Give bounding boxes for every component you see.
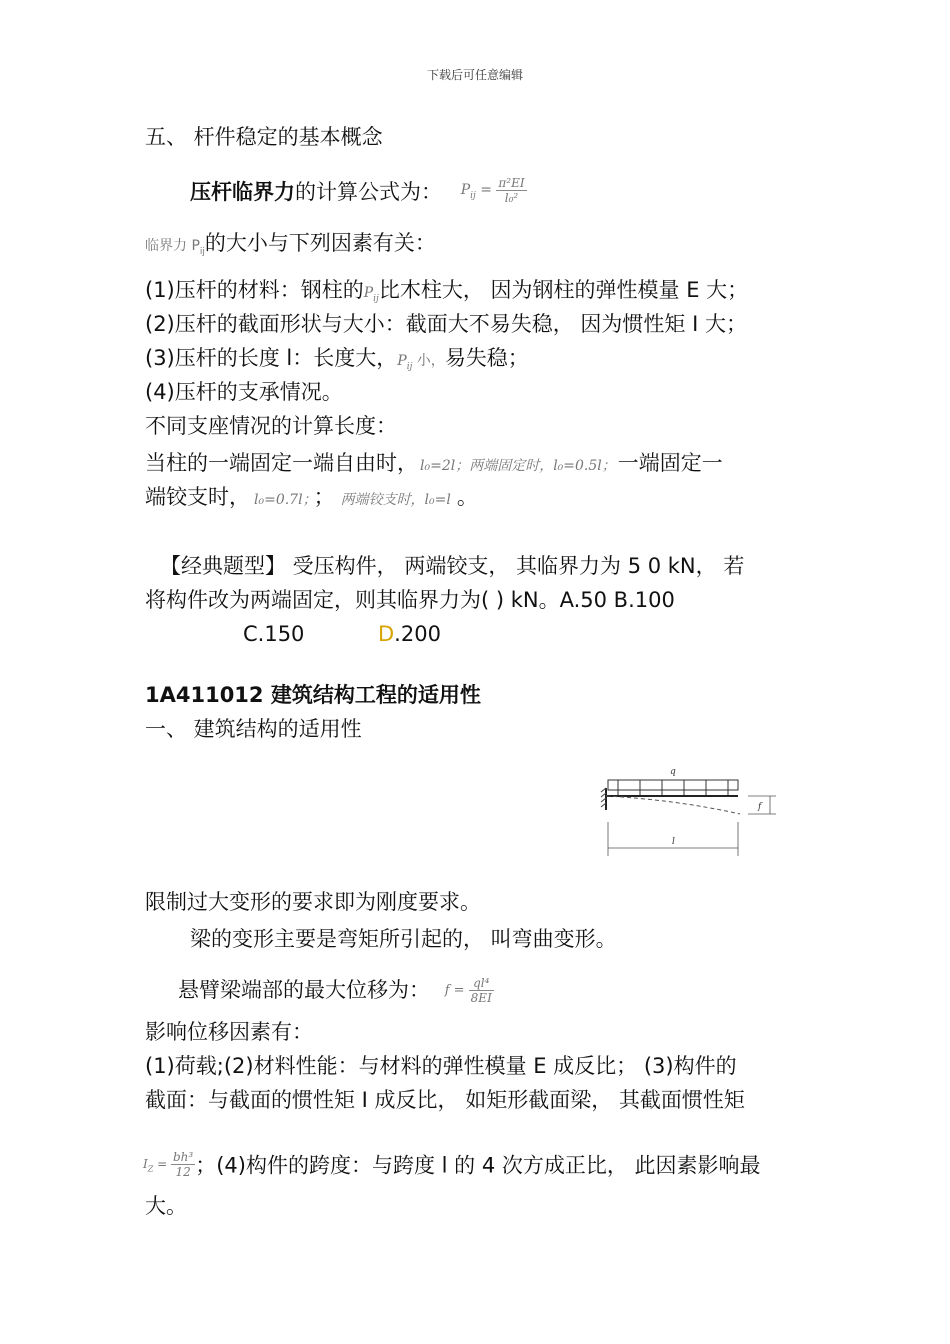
- denominator: 12: [175, 1165, 191, 1179]
- formula-lhs: f =: [444, 983, 465, 998]
- support-line-1: [145, 446, 723, 483]
- numerator: ql⁴: [469, 976, 494, 991]
- option-c: C.150: [243, 622, 305, 646]
- text: (3)压杆的长度 l：长度大，: [145, 346, 398, 370]
- support-line-2: [145, 480, 478, 517]
- length-formula: l₀=0.7l；: [254, 492, 310, 508]
- text: 端铰支时，: [145, 485, 250, 509]
- formula-fraction: [496, 176, 526, 205]
- pij-sub: ij: [199, 246, 205, 257]
- pij: P: [397, 353, 407, 369]
- text: 的大小与下列因素有关：: [204, 231, 436, 255]
- text: (1)压杆的材料：钢柱的: [145, 278, 364, 302]
- formula-lhs: I: [143, 1157, 148, 1171]
- cantilever-line: [178, 973, 494, 1008]
- factor-4: (4)压杆的支承情况。: [145, 380, 343, 404]
- option-value: .200: [394, 622, 441, 646]
- distributed-load: [608, 780, 738, 790]
- stiffness-text: 限制过大变形的要求即为刚度要求。: [145, 890, 481, 914]
- deflection-curve: [606, 796, 740, 814]
- support-title: 不同支座情况的计算长度：: [145, 414, 397, 438]
- load-label: q: [670, 767, 676, 777]
- influence-line-1: (1)荷载;(2)材料性能：与材料的弹性模量 E 成反比； (3)构件的: [145, 1054, 737, 1078]
- numerator: π²EI: [498, 175, 525, 190]
- pij-sub: ij: [373, 293, 379, 304]
- denominator: 8EI: [470, 991, 492, 1005]
- bold-term: 压杆临界力: [190, 179, 295, 204]
- bending-text: 梁的变形主要是弯矩所引起的， 叫弯曲变形。: [190, 927, 617, 951]
- text: ；: [313, 485, 335, 509]
- formula-fraction: [171, 1150, 195, 1179]
- influence-line-3: [143, 1147, 761, 1186]
- load-arrows: [618, 780, 728, 796]
- text: ；(4)构件的跨度：与跨度 l 的 4 次方成正比， 此因素影响最: [195, 1153, 761, 1178]
- critical-force-formula-line: [190, 173, 527, 213]
- text: 当柱的一端固定一端自由时，: [145, 451, 418, 475]
- formula-image-text: [145, 238, 205, 257]
- formula-f: [445, 974, 494, 1008]
- option-d: [378, 617, 441, 651]
- formula-sub: Z: [147, 1164, 154, 1174]
- text: 比木柱大， 因为钢柱的弹性模量 E 大；: [378, 278, 749, 302]
- influence-line-2: 截面：与截面的惯性矩 I 成反比， 如矩形截面梁， 其截面惯性矩: [145, 1088, 745, 1112]
- pij-sub: ij: [406, 361, 413, 372]
- text: 。: [456, 485, 478, 509]
- page-header: 下载后可任意编辑: [426, 68, 523, 82]
- classic-question-line-2: 将构件改为两端固定，则其临界力为( ) kN。A.50 B.100: [145, 588, 675, 612]
- influence-title: 影响位移因素有：: [145, 1020, 313, 1044]
- length-formulas: l₀=2l；两端固定时，l₀=0.5l；: [420, 458, 616, 474]
- length-formula: 两端铰支时，l₀=l: [340, 492, 451, 508]
- formula-iz: $I_Z$ = $\frac{\text{bh³}}{12}$: [143, 1150, 194, 1179]
- small-text: 小，: [412, 353, 445, 369]
- denominator: l₀²: [504, 190, 519, 205]
- subsection-title: 一、 建筑结构的适用性: [145, 717, 362, 741]
- formula-sub: ij: [470, 190, 476, 201]
- influence-line-4: 大。: [145, 1194, 187, 1218]
- text: 一端固定一: [617, 451, 723, 475]
- pij-prefix: 临界力 P: [145, 238, 200, 254]
- pij-symbol: [363, 285, 379, 304]
- code-title: 1A411012 建筑结构工程的适用性: [145, 683, 481, 707]
- classic-question-line-1: 【经典题型】 受压构件， 两端铰支， 其临界力为 5 0 kN， 若: [160, 554, 745, 578]
- span-label: l: [672, 837, 675, 847]
- text: 易失稳；: [444, 346, 529, 370]
- section-title: 五、 杆件稳定的基本概念: [145, 125, 383, 149]
- answer-letter: D: [378, 622, 395, 646]
- pij-symbol: [397, 353, 413, 372]
- formula-pij: $P_{ij}$ = $\frac{\text{π²EI}}{\text{l₀²}}$: [460, 175, 525, 205]
- formula-fraction: [469, 976, 494, 1005]
- formula-lhs: P: [460, 182, 471, 198]
- text: 的计算公式为：: [295, 179, 442, 204]
- numerator: bh³: [173, 1150, 194, 1164]
- factor-2: (2)压杆的截面形状与大小：截面大不易失稳， 因为惯性矩 I 大；: [145, 312, 747, 336]
- cantilever-diagram: [598, 762, 788, 858]
- factors-intro: [145, 226, 436, 269]
- pij: P: [363, 285, 374, 301]
- text: 悬臂梁端部的最大位移为：: [178, 978, 430, 1002]
- deflection-label: f: [758, 802, 762, 812]
